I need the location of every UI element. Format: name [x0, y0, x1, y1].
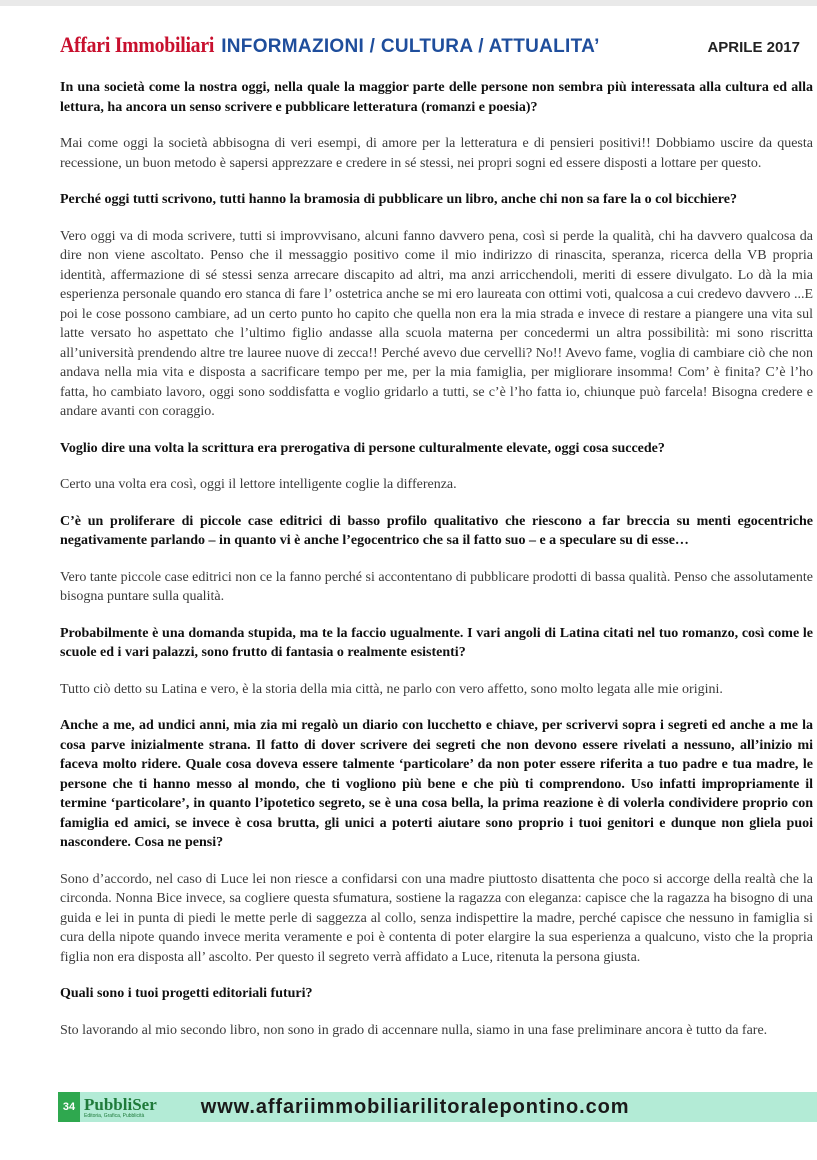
answer-4: Vero tante piccole case editrici non ce la fanno perché si accontentano di pubblicare prodotti di bassa qualità. Penso che assolutamente bisogna puntare sulla qualità.: [60, 569, 813, 604]
top-rule: [0, 0, 817, 6]
question-1: In una società come la nostra oggi, nella quale la maggior parte delle persone non sembra più interessata alla cultura ed alla lettura, ha ancora un senso scrivere e pubblicare letteratura (romanzi e poesia)?: [60, 80, 813, 115]
answer-1: Mai come oggi la società abbisogna di veri esempi, di amore per la letteratura e di pensieri positivi!! Dobbiamo uscire da questa recessione, un buon metodo è sapersi apprezzare e credere in sé stessi, nei propri sogni ed essere disposti a lottare per questo.: [60, 136, 813, 171]
question-3: Voglio dire una volta la scrittura era prerogativa di persone culturalmente elevate, oggi cosa succede?: [60, 440, 665, 456]
publisher-tagline: Editoria, Grafica, Pubblicità: [84, 1112, 145, 1119]
question-2: Perché oggi tutti scrivono, tutti hanno la bramosia di pubblicare un libro, anche chi non sa fare la o col bicchiere?: [60, 192, 737, 207]
website-link[interactable]: www.affariimmobiliarilitoralepontino.com: [200, 1095, 630, 1118]
question-6: Anche a me, ad undici anni, mia zia mi regalò un diario con lucchetto e chiave, per scrivervi sopra i segreti ed anche a me la cosa parve inizialmente strana. Il fatto di dover scrivere dei segreti che non devono essere rivelati a nessuno, all’inizio mi faceva molto ridere. Quale cosa doveva essere talmente ‘particolare’ da non poter essere riferita a tuo padre e tua madre, le persone che ti hanno messo al mondo, che ti vogliono più bene e che più ti comprendono. Uso infatti impropriamente il termine ‘particolare’, in quanto l’ipotetico segreto, se è una cosa bella, la prima reazione è di volerla condividere proprio con famiglia ed amici, se invece è cosa brutta, gli unici a poterti aiutare sono proprio i tuoi genitori e dunque non gliela puoi nascondere. Cosa ne pensi?: [60, 718, 813, 850]
answer-7: Sto lavorando al mio secondo libro, non sono in grado di accennare nulla, siamo in una fase preliminare ancora è tutto da fare.: [60, 1022, 768, 1038]
question-5: Probabilmente è una domanda stupida, ma te la faccio ugualmente. I vari angoli di Latina citati nel tuo romanzo, così come le scuole ed i vari palazzi, sono frutto di fantasia o realmente esistenti?: [60, 625, 813, 660]
question-7: Quali sono i tuoi progetti editoriali futuri?: [60, 986, 313, 1001]
page-number: 34: [58, 1092, 80, 1122]
publisher-logo: [84, 1096, 157, 1119]
page-footer: [58, 1092, 817, 1122]
answer-3: Certo una volta era così, oggi il lettore intelligente coglie la differenza.: [60, 477, 457, 492]
page-header: [60, 32, 800, 60]
question-4: C’è un proliferare di piccole case editrici di basso profilo qualitativo che riescono a far breccia su menti egocentriche negativamente parlando – in quanto vi è anche l’egocentrico che sa il fatto suo – e a speculare su di esse…: [60, 513, 813, 548]
article-body: [60, 78, 813, 1057]
issue-date: APRILE 2017: [707, 39, 800, 56]
magazine-brand: Affari Immobiliari: [60, 32, 215, 57]
answer-6: Sono d’accordo, nel caso di Luce lei non riesce a confidarsi con una madre piuttosto disattenta che poco si accorge della realtà che la circonda. Nonna Bice invece, sa cogliere questa sfumatura, sostiene la ragazza con eleganza: capisce che la ragazza ha bisogno di una guida e lei in punta di piedi le mette perle di saggezza al collo, senza indispettire la madre, perché capisce che nessuno in famiglia si cura della nipote quando invece merita veramente e poi è contenta di poter elargire la sua esperienza a qualcuno, visto che la propria figlia non era disposta all’ ascolto. Per questo il segreto verrà affidato a Luce, ritenuta la persona giusta.: [60, 871, 813, 965]
answer-5: Tutto ciò detto su Latina e vero, è la storia della mia città, ne parlo con vero affetto, sono molto legata alle mie origini.: [60, 681, 723, 697]
answer-2: Vero oggi va di moda scrivere, tutti si improvvisano, alcuni fanno davvero pena, così si perde la qualità, chi ha davvero qualcosa da dire non viene ascoltato. Penso che il messaggio positivo come il mio indirizzo di rinascita, speranza, ricerca della VB propria identità, affermazione di sé stessi senza arrecare discapito ad altri, ma anzi arricchendoli, meriti di essere divulgato. Lo dà la mia esperienza personale quando ero stanca di fare l’ ostetrica anche se mi ero laureata con ottimi voti, qualcosa a cui credevo davvero ...E poi le cose possono cambiare, ad un certo punto ho capito che quella non era la mia strada e invece di restare a piangere una vita sul latte versato ho aspettato che l’ultimo figlio andasse alla scuola materna per concedermi un altra possibilità: mi sono riscritta all’università prendendo altre tre lauree nuove di zecca!! Perché avevo due cervelli? No!! Avevo fame, voglia di cambiare ciò che non andava nella mia vita e disposta a sacrificare tempo per me, per la mia famiglia, per migliorare insomma! Com’ è finita? C’è l’ho fatta, ho cambiato lavoro, oggi sono soddisfatta e voglio gridarlo a tutti, se c’è l’ho fatta io, chiunque può farcela! Bisogna credere e andare avanti con coraggio.: [60, 228, 813, 419]
publisher-name: PubbliSer: [84, 1094, 157, 1114]
section-title: INFORMAZIONI / CULTURA / ATTUALITA’: [221, 36, 600, 57]
